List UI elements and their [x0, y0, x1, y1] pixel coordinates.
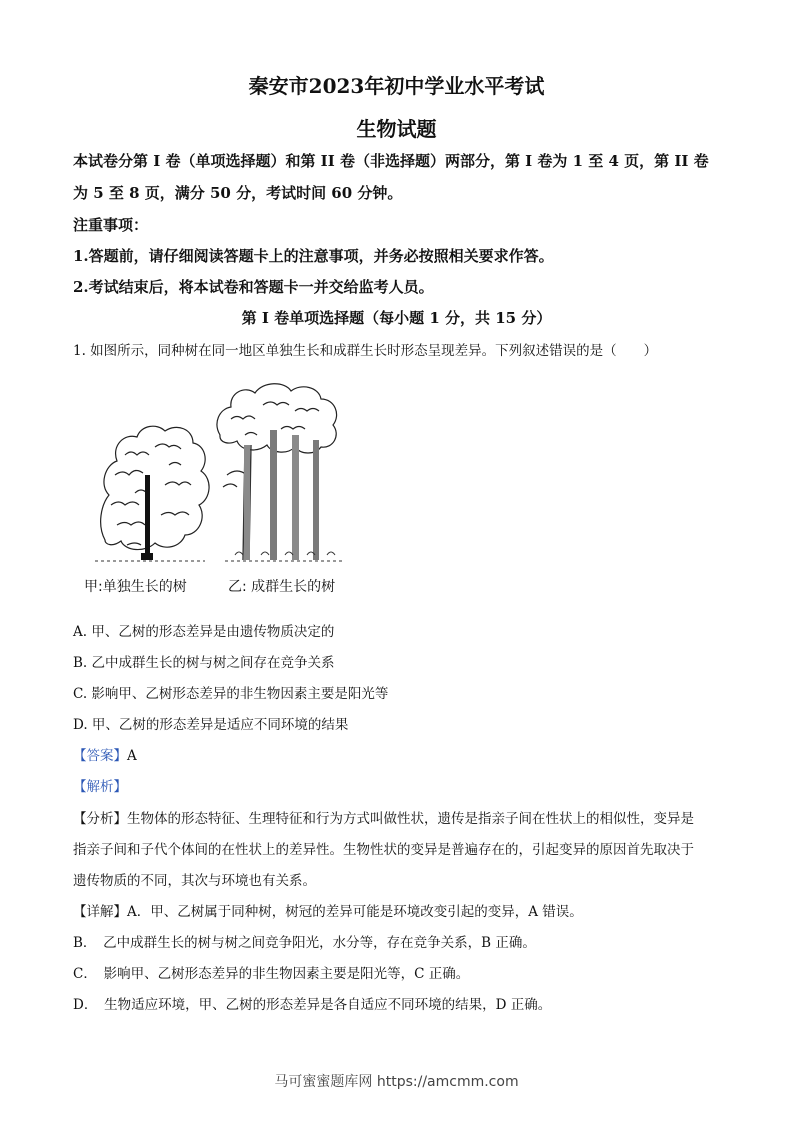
detail-a: 【详解】A．甲、乙树属于同种树，树冠的差异可能是环境改变引起的变异，A 错误。 [73, 904, 583, 920]
detail-c: C． 影响甲、乙树形态差异的非生物因素主要是阳光等，C 正确。 [73, 966, 470, 982]
detail-d: D． 生物适应环境，甲、乙树的形态差异是各自适应不同环境的结果，D 正确。 [73, 997, 552, 1013]
tree-figure [95, 375, 365, 575]
question-1-stem: 1. 如图所示，同种树在同一地区单独生长和成群生长时形态呈现差异。下列叙述错误的是（ ） [73, 343, 658, 359]
analysis-line-2: 指亲子间和子代个体间的在性状上的差异性。生物性状的变异是普遍存在的，引起变异的原因首先取决于 [73, 842, 694, 858]
intro-line-2: 为 5 至 8 页，满分 50 分，考试时间 60 分钟。 [73, 184, 403, 202]
single-tree-trunk [145, 475, 150, 555]
answer-line [73, 744, 137, 764]
option-b: B. 乙中成群生长的树与树之间存在竞争关系 [73, 655, 335, 671]
analysis-tag: 【解析】 [73, 779, 127, 795]
notes-item-1: 1.答题前，请仔细阅读答题卡上的注意事项，并务必按照相关要求作答。 [73, 247, 554, 265]
footer-watermark: 马可蜜蜜题库网 https://amcmm.com [274, 1074, 519, 1090]
section-title: 第 I 卷单项选择题（每小题 1 分，共 15 分） [241, 309, 552, 327]
notes-heading: 注重事项： [73, 216, 149, 234]
option-c: C. 影响甲、乙树形态差异的非生物因素主要是阳光等 [73, 686, 389, 702]
analysis-line-3: 遗传物质的不同，其次与环境也有关系。 [73, 873, 316, 889]
answer-value: A [127, 748, 137, 764]
intro-line-1: 本试卷分第 I 卷（单项选择题）和第 II 卷（非选择题）两部分，第 I 卷为 1 至 4 页，第 II 卷 [73, 152, 709, 170]
analysis-line-1: 【分析】生物体的形态特征、生理特征和行为方式叫做性状，遗传是指亲子间在性状上的相似性，变异是 [73, 811, 694, 827]
detail-b: B． 乙中成群生长的树与树之间竞争阳光，水分等，存在竞争关系，B 正确。 [73, 935, 536, 951]
notes-item-2: 2.考试结束后，将本试卷和答题卡一并交给监考人员。 [73, 278, 434, 296]
page-title: 秦安市2023年初中学业水平考试 [248, 74, 545, 98]
page-subtitle: 生物试题 [356, 117, 437, 141]
single-tree-drawing [101, 426, 209, 549]
option-d: D. 甲、乙树的形态差异是适应不同环境的结果 [73, 717, 349, 733]
figure-caption-single: 甲:单独生长的树 [84, 579, 187, 595]
answer-tag: 【答案】 [73, 748, 127, 764]
figure-caption-group: 乙: 成群生长的树 [228, 579, 336, 595]
option-a: A. 甲、乙树的形态差异是由遗传物质决定的 [73, 624, 335, 640]
